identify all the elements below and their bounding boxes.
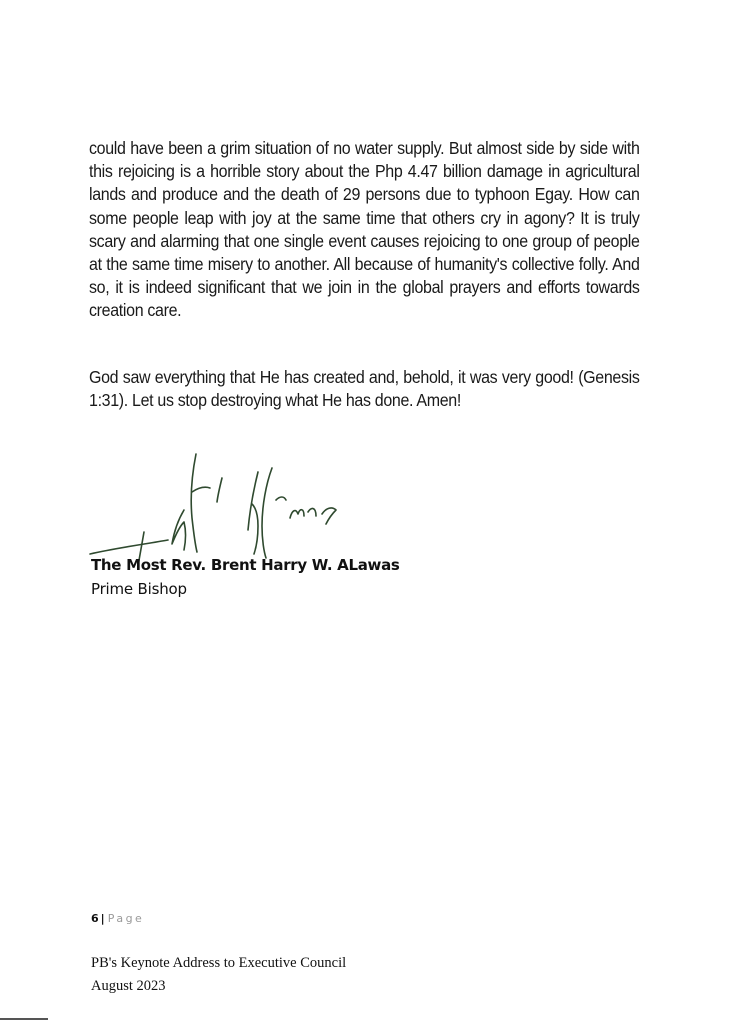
page-number: 6 xyxy=(91,912,99,925)
document-title: PB's Keynote Address to Executive Council xyxy=(91,955,347,971)
page-label: Page xyxy=(107,912,145,925)
handwritten-signature-icon xyxy=(86,448,346,568)
letter-paragraph-closing: God saw everything that He has created and, behold, it was very good! (Genesis 1:31). Let us stop destroying what He has done. Amen! xyxy=(89,367,640,411)
letter-paragraph: could have been a grim situation of no water supply. But almost side by side with this rejoicing is a horrible story about the Php 4.47 billion damage in agricultural lands and produce and the death of 29 persons due to typhoon Egay. How can some people leap with joy at the same time that others cry in agony? It is truly scary and alarming that one single event causes rejoicing to one group of people at the same time misery to another. All because of humanity's collective folly. And so, it is indeed significant that we join in the global prayers and efforts towards creation care. xyxy=(89,138,640,321)
document-date: August 2023 xyxy=(91,978,166,994)
page-separator: | xyxy=(100,912,105,925)
signatory-title: Prime Bishop xyxy=(91,580,187,598)
page-indicator xyxy=(91,912,144,925)
signatory-name: The Most Rev. Brent Harry W. ALawas xyxy=(91,556,400,574)
scan-edge-divider xyxy=(0,1018,48,1020)
